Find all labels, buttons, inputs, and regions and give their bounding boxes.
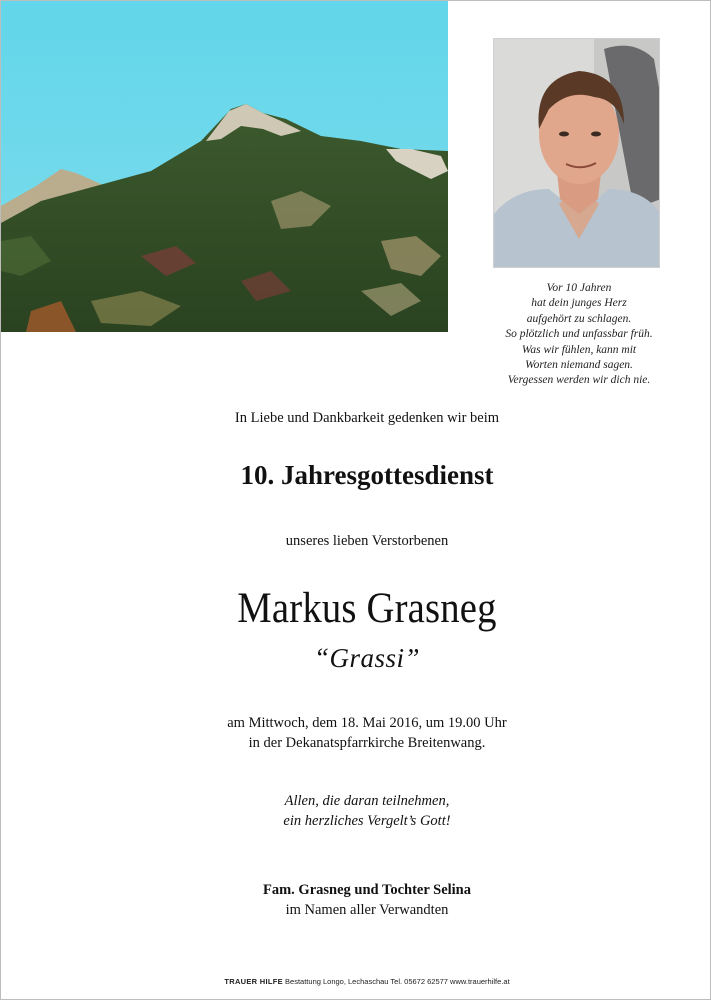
- service-details: [0, 713, 711, 753]
- poem-line: hat dein junges Herz: [531, 297, 627, 310]
- portrait-photo: [493, 38, 660, 268]
- poem-line: Was wir fühlen, kann mit: [521, 343, 637, 356]
- intro-text: In Liebe und Dankbarkeit gedenken wir beim: [234, 410, 500, 426]
- poem-line: Vor 10 Jahren: [546, 282, 612, 294]
- thanks-line: Allen, die daran teilnehmen,: [284, 793, 450, 809]
- footer: [0, 977, 711, 986]
- memorial-poem: [484, 281, 674, 389]
- poem-line: Vergessen werden wir dich nie.: [507, 374, 651, 387]
- poem-line: aufgehört zu schlagen.: [526, 312, 632, 325]
- family-signature: [0, 880, 711, 920]
- family-relatives: im Namen aller Verwandten: [285, 902, 449, 918]
- service-location: in der Dekanatspfarrkirche Breitenwang.: [248, 735, 486, 751]
- poem-line: Worten niemand sagen.: [525, 359, 633, 372]
- deceased-name: Markus Grasneg: [237, 585, 497, 632]
- footer-details: Bestattung Longo, Lechaschau Tel. 05672 62577 www.trauerhilfe.at: [285, 977, 510, 986]
- thanks-line: ein herzliches Vergelt’s Gott!: [283, 813, 451, 829]
- mountain-photo: [1, 1, 448, 332]
- poem-line: So plötzlich und unfassbar früh.: [505, 328, 653, 341]
- subtitle: unseres lieben Verstorbenen: [285, 533, 449, 549]
- thanks-text: [0, 791, 711, 831]
- deceased-nickname: “Grassi”: [313, 643, 421, 673]
- service-title: 10. Jahresgottesdienst: [240, 460, 494, 490]
- family-name: Fam. Grasneg und Tochter Selina: [263, 882, 471, 898]
- footer-brand: TRAUER HILFE: [224, 977, 283, 986]
- service-date: am Mittwoch, dem 18. Mai 2016, um 19.00 Uhr: [227, 715, 507, 731]
